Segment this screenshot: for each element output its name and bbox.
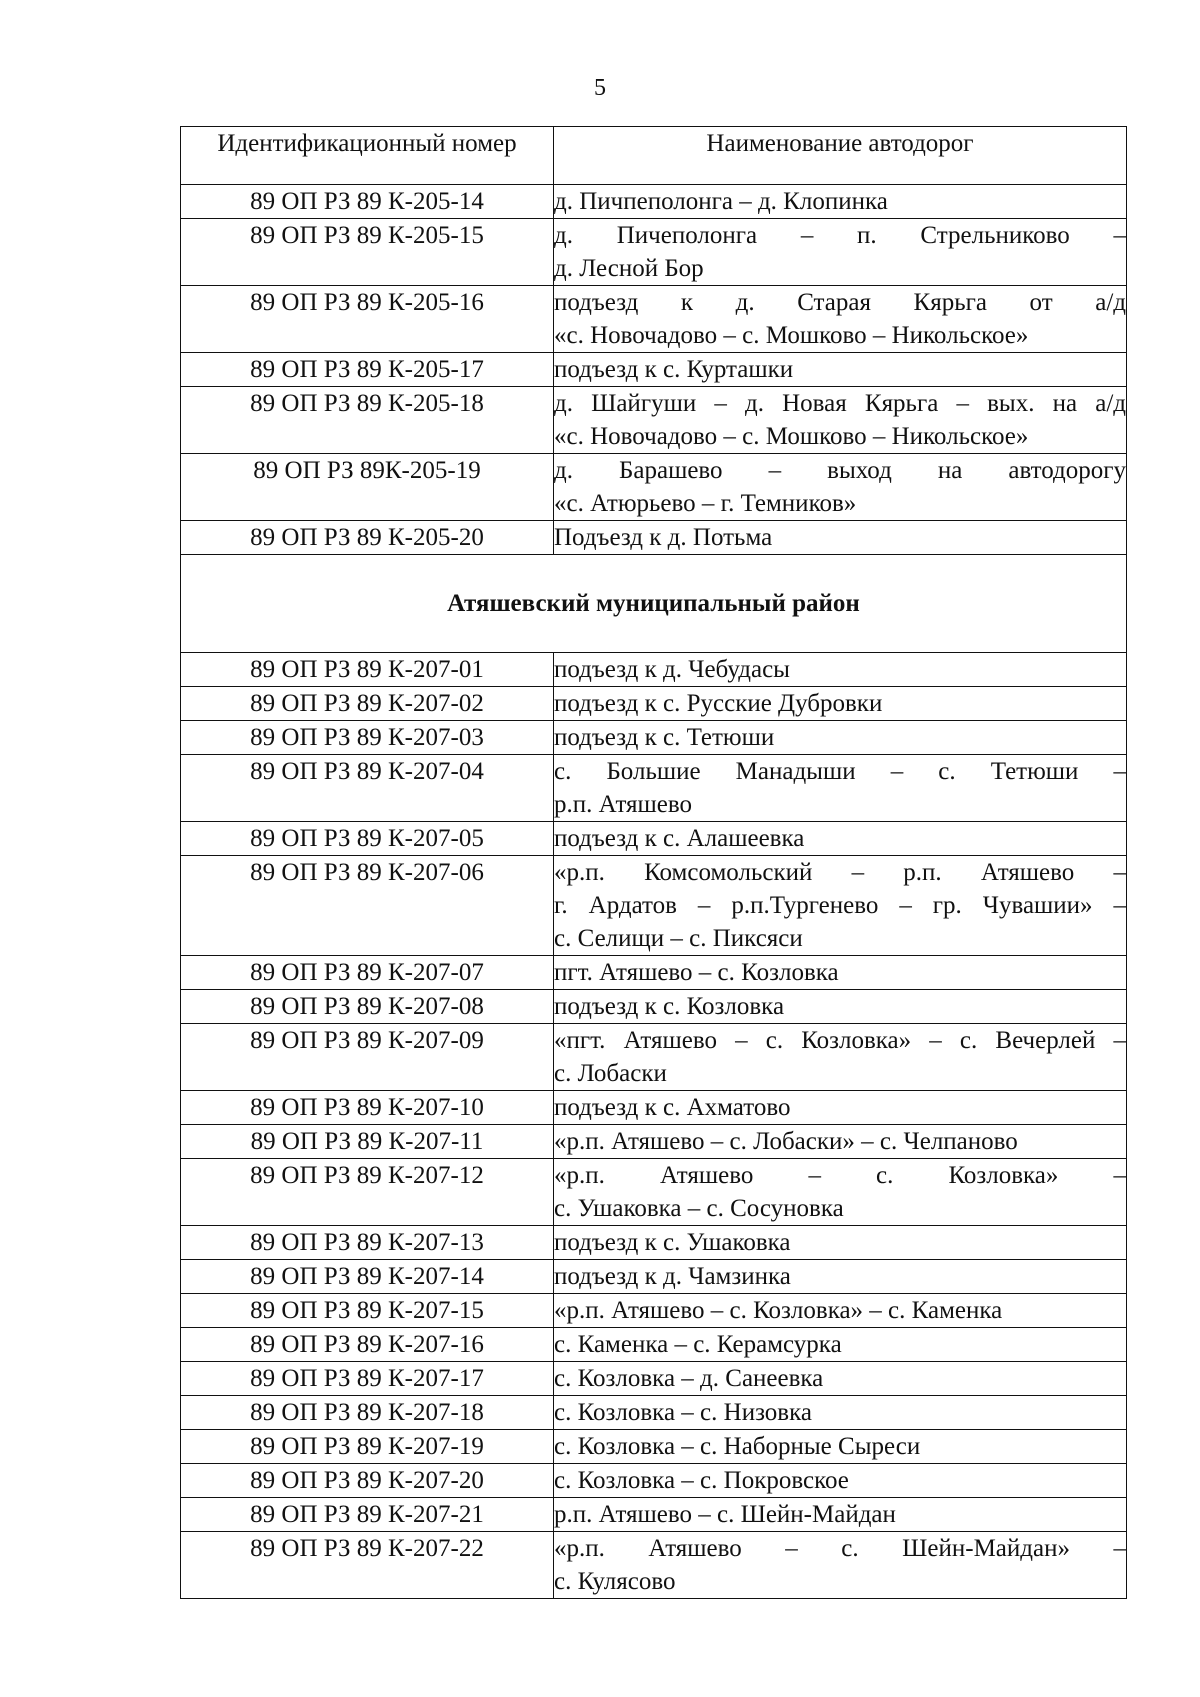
table-row bbox=[181, 956, 1127, 990]
roads-table bbox=[180, 126, 1127, 1599]
table-row bbox=[181, 1159, 1127, 1226]
road-name-line: подъезд к д. Старая Кярьга от а/д bbox=[554, 289, 1126, 316]
section-block bbox=[181, 555, 1127, 653]
road-id: 89 ОП РЗ 89 К-207-19 bbox=[181, 1430, 554, 1464]
section-row bbox=[181, 555, 1127, 653]
road-id: 89 ОП РЗ 89 К-205-17 bbox=[181, 353, 554, 387]
section-title: Атяшевский муниципальный район bbox=[181, 555, 1127, 653]
table-row bbox=[181, 286, 1127, 353]
road-id: 89 ОП РЗ 89 К-207-11 bbox=[181, 1125, 554, 1159]
road-name-line: подъезд к с. Алашеевка bbox=[554, 825, 805, 852]
table-row bbox=[181, 1464, 1127, 1498]
road-name-line: с. Лобаски bbox=[554, 1060, 667, 1087]
road-name-line: «р.п. Атяшево – с. Козловка» – с. Каменка bbox=[554, 1297, 1003, 1324]
road-name-line: д. Пичпеполонга – д. Клопинка bbox=[554, 188, 888, 215]
table-row bbox=[181, 822, 1127, 856]
road-name bbox=[554, 755, 1127, 822]
road-name-line: с. Селищи – с. Пиксяси bbox=[554, 925, 803, 952]
road-name bbox=[554, 687, 1127, 721]
road-name-line: подъезд к с. Ахматово bbox=[554, 1094, 791, 1121]
road-name-line: подъезд к с. Козловка bbox=[554, 993, 785, 1020]
road-id: 89 ОП РЗ 89 К-207-22 bbox=[181, 1532, 554, 1599]
table-row bbox=[181, 653, 1127, 687]
road-name bbox=[554, 822, 1127, 856]
road-name-line: «пгт. Атяшево – с. Козловка» – с. Вечерлей – bbox=[554, 1027, 1126, 1054]
road-name bbox=[554, 1091, 1127, 1125]
road-id: 89 ОП РЗ 89 К-207-01 bbox=[181, 653, 554, 687]
road-name-line: «р.п. Комсомольский – р.п. Атяшево – bbox=[554, 859, 1126, 886]
road-name bbox=[554, 1226, 1127, 1260]
road-name-line: «р.п. Атяшево – с. Шейн-Майдан» – bbox=[554, 1535, 1126, 1562]
road-name-line: с. Козловка – с. Низовка bbox=[554, 1399, 812, 1426]
road-id: 89 ОП РЗ 89 К-207-20 bbox=[181, 1464, 554, 1498]
table-row bbox=[181, 521, 1127, 555]
table-row bbox=[181, 1430, 1127, 1464]
table-row bbox=[181, 1396, 1127, 1430]
road-name bbox=[554, 387, 1127, 454]
table-row bbox=[181, 1024, 1127, 1091]
road-name bbox=[554, 286, 1127, 353]
table-row bbox=[181, 1362, 1127, 1396]
road-name-line: подъезд к с. Курташки bbox=[554, 356, 794, 383]
table-row bbox=[181, 990, 1127, 1024]
road-name-line: д. Лесной Бор bbox=[554, 255, 704, 282]
road-name bbox=[554, 653, 1127, 687]
road-name-line: с. Большие Манадыши – с. Тетюши – bbox=[554, 758, 1126, 785]
road-name-line: р.п. Атяшево – с. Шейн-Майдан bbox=[554, 1501, 896, 1528]
table-row bbox=[181, 755, 1127, 822]
road-id: 89 ОП РЗ 89 К-205-16 bbox=[181, 286, 554, 353]
road-name bbox=[554, 1294, 1127, 1328]
road-id: 89 ОП РЗ 89 К-207-10 bbox=[181, 1091, 554, 1125]
road-name-line: подъезд к д. Чебудасы bbox=[554, 656, 790, 683]
road-id: 89 ОП РЗ 89 К-207-05 bbox=[181, 822, 554, 856]
group2-rows bbox=[181, 653, 1127, 1599]
road-name bbox=[554, 353, 1127, 387]
road-name bbox=[554, 1159, 1127, 1226]
table-row bbox=[181, 185, 1127, 219]
road-name-line: г. Ардатов – р.п.Тургенево – гр. Чувашии» – bbox=[554, 892, 1126, 919]
road-id: 89 ОП РЗ 89 К-205-18 bbox=[181, 387, 554, 454]
road-name bbox=[554, 1396, 1127, 1430]
road-name-line: подъезд к с. Русские Дубровки bbox=[554, 690, 883, 717]
road-id: 89 ОП РЗ 89 К-207-21 bbox=[181, 1498, 554, 1532]
table-row bbox=[181, 1294, 1127, 1328]
road-name bbox=[554, 1532, 1127, 1599]
table-row bbox=[181, 856, 1127, 956]
road-id: 89 ОП РЗ 89 К-207-15 bbox=[181, 1294, 554, 1328]
table-row bbox=[181, 1260, 1127, 1294]
table-row bbox=[181, 353, 1127, 387]
road-id: 89 ОП РЗ 89 К-207-16 bbox=[181, 1328, 554, 1362]
road-id: 89 ОП РЗ 89 К-207-08 bbox=[181, 990, 554, 1024]
header-name: Наименование автодорог bbox=[554, 127, 1127, 185]
road-id: 89 ОП РЗ 89 К-207-17 bbox=[181, 1362, 554, 1396]
road-name-line: р.п. Атяшево bbox=[554, 791, 693, 818]
road-id: 89 ОП РЗ 89 К-205-14 bbox=[181, 185, 554, 219]
road-name-line: подъезд к д. Чамзинка bbox=[554, 1263, 791, 1290]
table-row bbox=[181, 687, 1127, 721]
road-name bbox=[554, 856, 1127, 956]
table-row bbox=[181, 721, 1127, 755]
page-number: 5 bbox=[594, 75, 606, 101]
road-name-line: Подъезд к д. Потьма bbox=[554, 524, 773, 551]
group1-rows bbox=[181, 185, 1127, 555]
road-name-line: с. Каменка – с. Керамсурка bbox=[554, 1331, 842, 1358]
road-id: 89 ОП РЗ 89 К-207-03 bbox=[181, 721, 554, 755]
road-name-line: «с. Атюрьево – г. Темников» bbox=[554, 490, 857, 517]
road-name-line: «р.п. Атяшево – с. Козловка» – bbox=[554, 1162, 1126, 1189]
road-name-line: подъезд к с. Ушаковка bbox=[554, 1229, 791, 1256]
road-name bbox=[554, 521, 1127, 555]
table-row bbox=[181, 454, 1127, 521]
road-name-line: с. Козловка – д. Санеевка bbox=[554, 1365, 824, 1392]
road-id: 89 ОП РЗ 89К-205-19 bbox=[181, 454, 554, 521]
road-name bbox=[554, 1430, 1127, 1464]
road-id: 89 ОП РЗ 89 К-207-07 bbox=[181, 956, 554, 990]
road-name bbox=[554, 990, 1127, 1024]
road-name bbox=[554, 454, 1127, 521]
road-name bbox=[554, 721, 1127, 755]
road-name bbox=[554, 1024, 1127, 1091]
road-name-line: д. Барашево – выход на автодорогу bbox=[554, 457, 1126, 484]
road-name bbox=[554, 1328, 1127, 1362]
road-name bbox=[554, 1362, 1127, 1396]
road-id: 89 ОП РЗ 89 К-207-06 bbox=[181, 856, 554, 956]
road-name bbox=[554, 956, 1127, 990]
road-id: 89 ОП РЗ 89 К-207-13 bbox=[181, 1226, 554, 1260]
road-name-line: д. Пичеполонга – п. Стрельниково – bbox=[554, 222, 1126, 249]
road-name bbox=[554, 1498, 1127, 1532]
road-id: 89 ОП РЗ 89 К-207-12 bbox=[181, 1159, 554, 1226]
road-name bbox=[554, 185, 1127, 219]
road-name-line: пгт. Атяшево – с. Козловка bbox=[554, 959, 839, 986]
road-name-line: с. Ушаковка – с. Сосуновка bbox=[554, 1195, 844, 1222]
table-row bbox=[181, 1498, 1127, 1532]
table-row bbox=[181, 387, 1127, 454]
road-id: 89 ОП РЗ 89 К-205-20 bbox=[181, 521, 554, 555]
road-id: 89 ОП РЗ 89 К-207-04 bbox=[181, 755, 554, 822]
road-name-line: «с. Новочадово – с. Мошково – Никольское» bbox=[554, 423, 1029, 450]
table-row bbox=[181, 219, 1127, 286]
table-header-row bbox=[181, 127, 1127, 185]
header-id: Идентификационный номер bbox=[181, 127, 554, 185]
road-name-line: «с. Новочадово – с. Мошково – Никольское» bbox=[554, 322, 1029, 349]
road-name-line: с. Козловка – с. Покровское bbox=[554, 1467, 849, 1494]
road-name-line: подъезд к с. Тетюши bbox=[554, 724, 775, 751]
road-id: 89 ОП РЗ 89 К-207-09 bbox=[181, 1024, 554, 1091]
road-name bbox=[554, 1464, 1127, 1498]
road-name-line: с. Кулясово bbox=[554, 1568, 676, 1595]
road-id: 89 ОП РЗ 89 К-207-02 bbox=[181, 687, 554, 721]
road-name-line: с. Козловка – с. Наборные Сыреси bbox=[554, 1433, 921, 1460]
table-row bbox=[181, 1226, 1127, 1260]
road-name-line: «р.п. Атяшево – с. Лобаски» – с. Челпаново bbox=[554, 1128, 1018, 1155]
road-id: 89 ОП РЗ 89 К-207-14 bbox=[181, 1260, 554, 1294]
table-row bbox=[181, 1532, 1127, 1599]
table-row bbox=[181, 1091, 1127, 1125]
road-id: 89 ОП РЗ 89 К-207-18 bbox=[181, 1396, 554, 1430]
road-name-line: д. Шайгуши – д. Новая Кярьга – вых. на а/д bbox=[554, 390, 1126, 417]
table-row bbox=[181, 1328, 1127, 1362]
road-name bbox=[554, 219, 1127, 286]
road-name bbox=[554, 1260, 1127, 1294]
road-id: 89 ОП РЗ 89 К-205-15 bbox=[181, 219, 554, 286]
table-row bbox=[181, 1125, 1127, 1159]
road-name bbox=[554, 1125, 1127, 1159]
